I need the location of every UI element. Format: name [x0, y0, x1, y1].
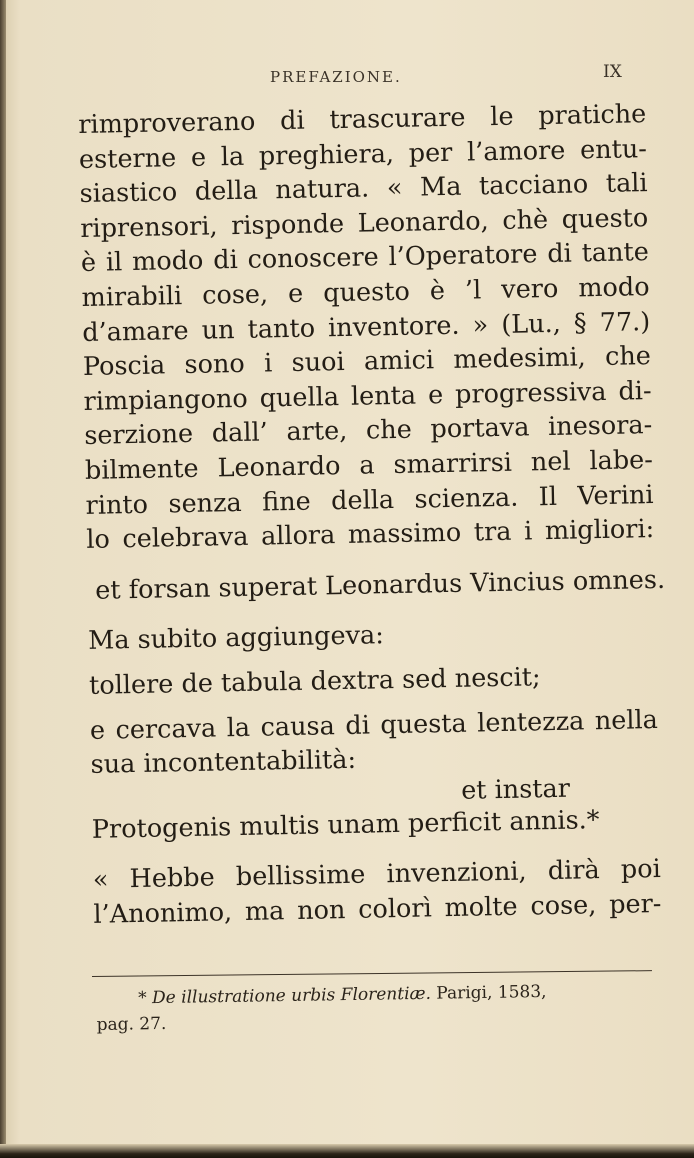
- text-line: mirabili cose, e questo è ’l vero modo: [81, 272, 650, 313]
- text-line: siastico della natura. « Ma tacciano tali: [79, 168, 648, 210]
- page-number: IX: [603, 62, 622, 82]
- text-line: sua incontentabilità:: [90, 744, 357, 780]
- text-line: rinto senza fine della scienza. Il Verini: [85, 479, 654, 521]
- text-line: serzione dall’ arte, che portava inesora-: [84, 410, 653, 452]
- text-line: Ma subito aggiungeva:: [87, 620, 385, 657]
- text-line: e cercava la causa di questa lentezza nella: [89, 704, 659, 746]
- page-gutter: [0, 0, 6, 1158]
- text-line: Poscia sono i suoi amici medesimi, che: [82, 341, 652, 383]
- latin-verse: et forsan superat Leonardus Vincius omnes.: [94, 564, 666, 606]
- text-line: riprensori, risponde Leonardo, chè questo: [80, 202, 649, 244]
- footnote: [96, 977, 657, 1038]
- footnote-rule: [92, 970, 652, 977]
- text-line: è il modo di conoscere l’Operatore di tante: [80, 237, 650, 279]
- latin-verse: tollere de tabula dextra sed nescit;: [88, 662, 541, 701]
- text-line: « Hebbe bellissime invenzioni, dirà poi: [92, 854, 662, 896]
- latin-verse: Protogenis multis unam perficit annis.*: [91, 804, 600, 845]
- text-line: esterne e la preghiera, per l’amore entu-: [78, 133, 648, 175]
- text-line: rimproverano di trascurare le pratiche: [78, 99, 647, 140]
- text-line: d’amare un tanto inventore. » (Lu., § 77.): [82, 306, 651, 348]
- running-title: PREFAZIONE.: [270, 68, 402, 86]
- latin-verse: et instar: [460, 773, 571, 806]
- footnote-title: De illustratione urbis Florentiæ.: [151, 983, 432, 1009]
- page-bottom-edge: [0, 1144, 694, 1158]
- footnote-marker: *: [138, 988, 147, 1009]
- footnote-place-year: Parigi, 1583,: [436, 981, 547, 1004]
- body-text: [78, 97, 666, 932]
- text-line: rimpiangono quella lenta e progressiva di-: [83, 375, 652, 417]
- text-line: bilmente Leonardo a smarrirsi nel labe-: [84, 444, 654, 486]
- footnote-page-ref: pag. 27.: [96, 1013, 167, 1035]
- text-line: l’Anonimo, ma non colorì molte cose, per-: [93, 888, 662, 930]
- text-line: lo celebrava allora massimo tra i migliori:: [86, 514, 655, 556]
- page-header: [0, 62, 694, 92]
